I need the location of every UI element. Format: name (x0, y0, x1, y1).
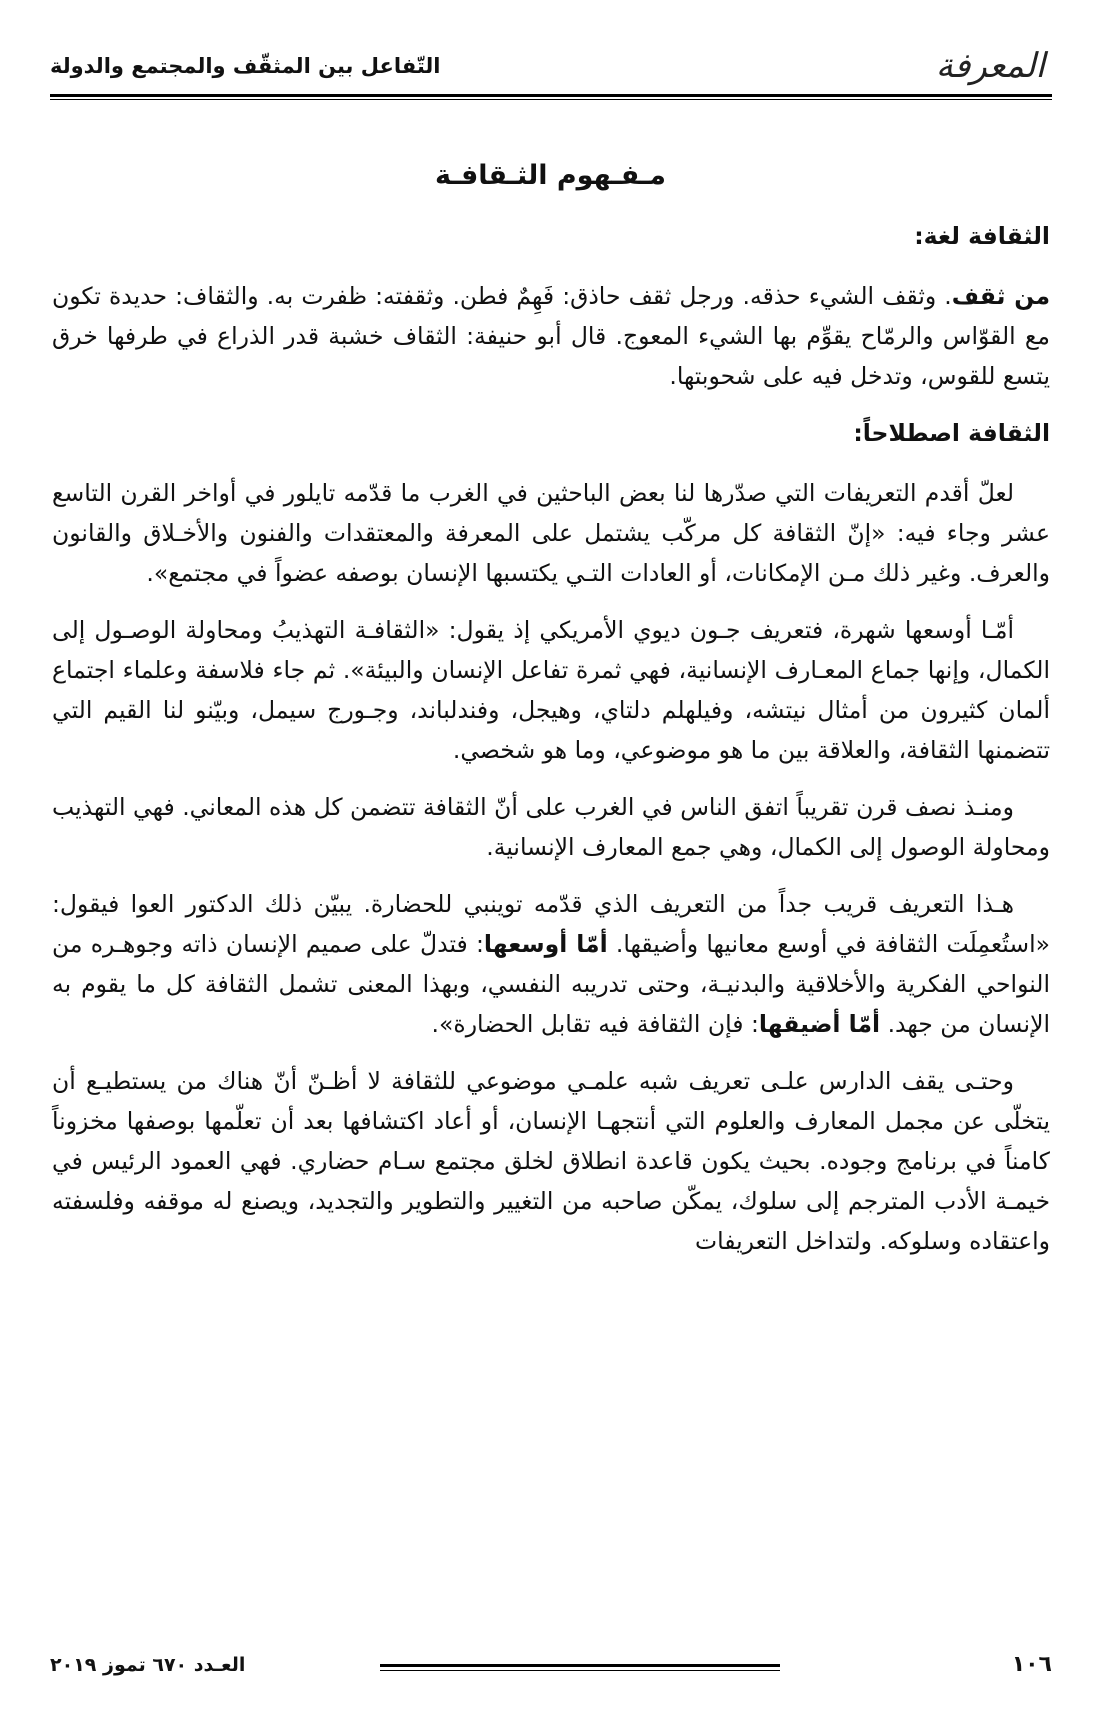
paragraph-linguistic (52, 276, 1050, 396)
subheading-terminological: الثقافة اصطلاحاً: (853, 419, 1050, 447)
issue-info: العـدد ٦٧٠ تموز ٢٠١٩ (50, 1654, 246, 1676)
paragraph-tylor: لعلّ أقدم التعريفات التي صدّرها لنا بعض الباحثين في الغرب ما قدّمه تايلور في أواخر القرن التاسع عشر وجاء فيه: «إنّ الثقافة كل مركّب يشتمل على المعرفة والمعتقدات والفنون والأخـلاق والقانون والعرف. وغير ذلك مـن الإمكانات، أو العادات التـي يكتسبها الإنسان بوصفه عضواً في مجتمع». (52, 479, 1050, 587)
bold-phrase-broadest: أمّا أوسعها (483, 930, 608, 958)
page-number: ١٠٦ (1011, 1652, 1052, 1677)
paragraph-toynbee (52, 884, 1050, 1044)
page-footer (50, 1652, 1052, 1682)
paragraph-half-century: ومنـذ نصف قرن تقريباً اتفق الناس في الغرب على أنّ الثقافة تتضمن كل هذه المعاني. فهي التهذيب ومحاولة الوصول إلى الكمال، وهي جمع المعارف الإنسانية. (52, 793, 1050, 861)
paragraph-text: . وثقف الشيء حذقه. ورجل ثقف حاذق: فَهِمٌ فطن. وثقفته: ظفرت به. والثقاف: حديدة تكون مع القوّاس والرمّاح يقوِّم بها الشيء المعوج. قال أبو حنيفة: الثقاف خشبة قدر الذراع في طرفها خرق يتسع للقوس، وتدخل فيه على شحوبتها. (52, 282, 1050, 390)
header-rule (50, 94, 1052, 97)
paragraph-text: هـذا التعريف قريب جداً من التعريف الذي قدّمه توينبي للحضارة. يبيّن ذلك الدكتور العوا فيقول: «استُعمِلَت الثقافة في أوسع معانيها وأضيقها. (52, 890, 1050, 958)
magazine-logo: المعرفة (935, 46, 1045, 86)
footer-rule (380, 1664, 780, 1667)
page-header (50, 40, 1045, 88)
lead-term: من ثقف (951, 282, 1050, 310)
paragraph-text: : فإن الثقافة فيه تقابل الحضارة». (431, 1010, 759, 1038)
header-rule-thin (50, 99, 1052, 100)
bold-phrase-narrowest: أمّا أضيقها (758, 1010, 881, 1038)
footer-rule-thin (380, 1670, 780, 1671)
paragraph-dewey: أمّـا أوسعها شهرة، فتعريف جـون ديوي الأمريكي إذ يقول: «الثقافـة التهذيبُ ومحاولة الوصـول إلى الكمال، وإنها جماع المعـارف الإنسانية، فهي ثمرة تفاعل الإنسان والبيئة». ثم جاء فلاسفة وعلماء اجتماع ألمان كثيرون من أمثال نيتشه، وفيلهلم دلتاي، وهيجل، وفندلباند، وجـورج سيمل، وبيّنو لنا القيم التي تتضمنها الثقافة، والعلاقة بين ما هو موضوعي، وما هو شخصي. (52, 616, 1050, 764)
running-title: التّفاعل بين المثقّف والمجتمع والدولة (50, 54, 441, 78)
paragraph-text: : فتدلّ على صميم الإنسان ذاته وجوهـره من النواحي الفكرية والأخلاقية والبدنيـة، وحتى تدريبه النفسي، وبهذا المعنى تشمل الثقافة كل ما يقوم به الإنسان من جهد. (52, 930, 1050, 1038)
subheading-linguistic: الثقافة لغة: (914, 222, 1050, 250)
section-title: مـفـهوم الثـقافـة (434, 160, 667, 191)
paragraph-scholar: وحتـى يقف الدارس علـى تعريف شبه علمـي موضوعي للثقافة لا أظـنّ أنّ هناك من يستطيـع أن يتخلّى عن مجمل المعارف والعلوم التي أنتجهـا الإنسان، أو أعاد اكتشافها بعد أن تعلّمها بوصفها مخزوناً كامناً في برنامج وجوده. بحيث يكون قاعدة انطلاق لخلق مجتمع سـام حضاري. فهي العمود الرئيس في خيمـة الأدب المترجم إلى سلوك، يمكّن صاحبه من التغيير والتطوير والتجديد، ويصنع له موقفه وفلسفته واعتقاده وسلوكه. ولتداخل التعريفات (52, 1067, 1050, 1255)
article-body (52, 214, 1050, 1278)
